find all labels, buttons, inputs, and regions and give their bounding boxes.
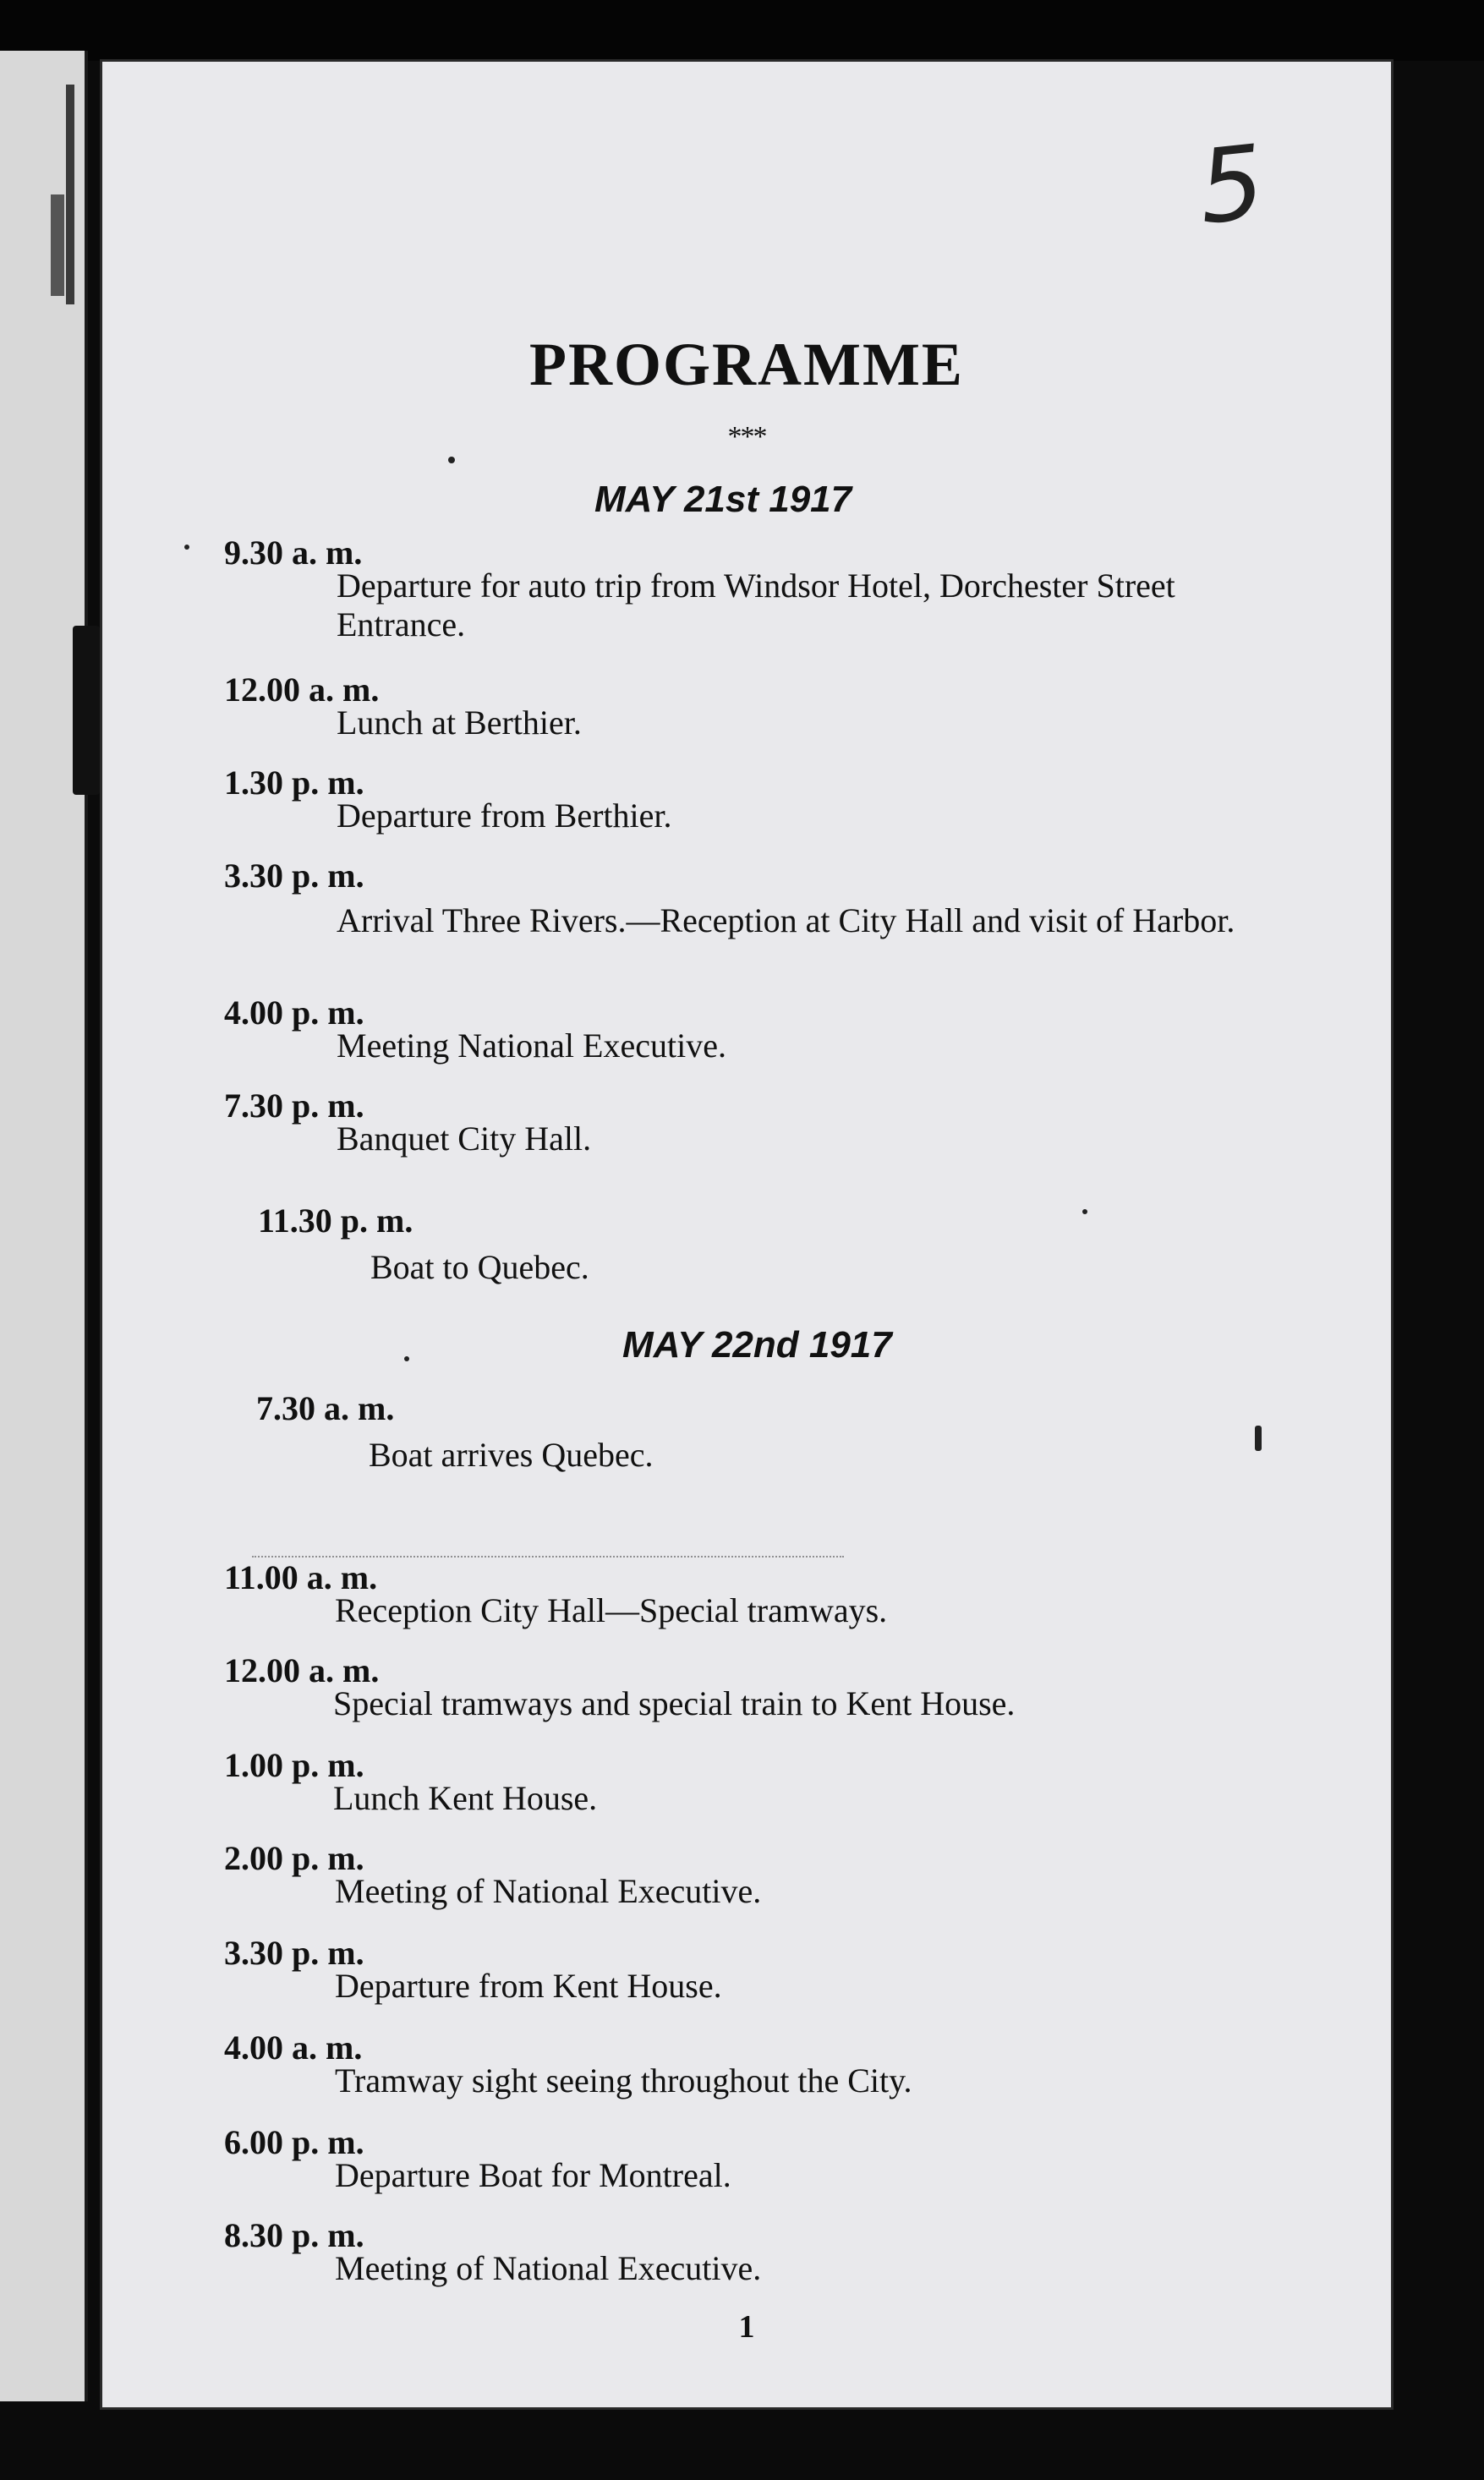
event-time: 2.00 p. m.: [224, 1839, 364, 1877]
event-description: Boat to Quebec.: [370, 1248, 589, 1286]
event-time: 12.00 a. m.: [224, 671, 380, 709]
binding-mark: [51, 194, 64, 296]
ornament: ***: [727, 421, 766, 452]
binding-tab: [73, 626, 100, 795]
event-description: Lunch at Berthier.: [337, 703, 582, 742]
handwritten-page-number: 5: [1192, 123, 1270, 248]
event-description: Boat arrives Quebec.: [369, 1436, 654, 1474]
event-time: 1.00 p. m.: [224, 1746, 364, 1784]
event-description: Lunch Kent House.: [333, 1779, 598, 1817]
event-time: 11.30 p. m.: [258, 1202, 413, 1240]
event-time: 6.00 p. m.: [224, 2123, 364, 2161]
event-time: 9.30 a. m.: [224, 534, 363, 572]
event-description: Departure Boat for Montreal.: [335, 2156, 731, 2194]
page-title: PROGRAMME: [529, 331, 964, 398]
scan-speck: [404, 1356, 409, 1361]
event-time: 11.00 a. m.: [224, 1558, 378, 1596]
scan-speck: [184, 545, 189, 550]
scan-speck: [1255, 1426, 1262, 1451]
document-page: [100, 59, 1394, 2410]
event-description: Meeting National Executive.: [337, 1026, 726, 1065]
event-time: 4.00 p. m.: [224, 994, 364, 1032]
day-heading: MAY 22nd 1917: [622, 1324, 892, 1366]
event-time: 7.30 p. m.: [224, 1087, 364, 1125]
day-heading: MAY 21st 1917: [594, 479, 852, 520]
event-description: Departure from Kent House.: [335, 1967, 722, 2005]
event-description: Meeting of National Executive.: [335, 2249, 762, 2287]
page-number: 1: [738, 2309, 755, 2345]
event-description: Reception City Hall—Special tramways.: [335, 1591, 888, 1629]
event-description: Tramway sight seeing throughout the City.: [335, 2061, 912, 2100]
event-time: 7.30 a. m.: [256, 1389, 395, 1427]
event-description: Arrival Three Rivers.—Reception at City Hall and visit of Harbor.: [337, 901, 1235, 939]
event-time: 12.00 a. m.: [224, 1651, 380, 1689]
event-time: 1.30 p. m.: [224, 764, 364, 802]
scan-speck: [1082, 1209, 1087, 1214]
event-description: Special tramways and special train to Kent House.: [333, 1684, 1016, 1722]
event-description: Departure for auto trip from Windsor Hotel, Dorchester Street Entrance.: [337, 567, 1175, 643]
event-time: 4.00 a. m.: [224, 2028, 363, 2067]
event-description: Meeting of National Executive.: [335, 1872, 762, 1910]
event-time: 8.30 p. m.: [224, 2216, 364, 2254]
scan-border: [0, 0, 1484, 61]
event-time: 3.30 p. m.: [224, 1934, 364, 1972]
previous-page-edge: [0, 51, 88, 2401]
event-time: 3.30 p. m.: [224, 857, 364, 895]
scan-speck: [448, 457, 455, 463]
binding-mark: [66, 85, 74, 304]
event-description: Departure from Berthier.: [337, 797, 672, 835]
event-description: Banquet City Hall.: [337, 1120, 592, 1158]
